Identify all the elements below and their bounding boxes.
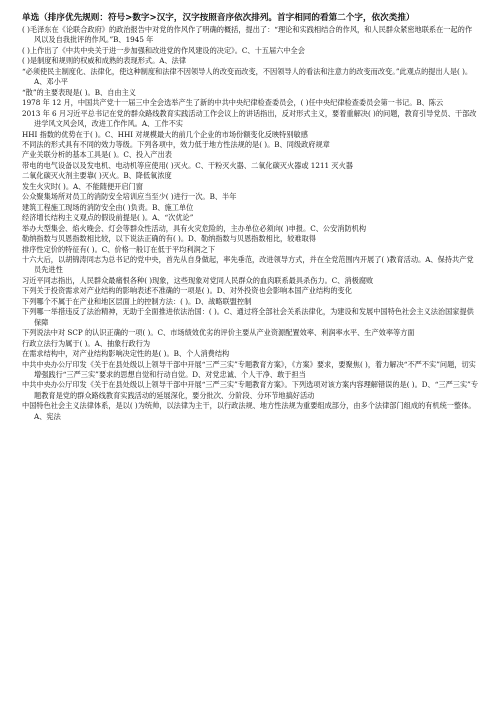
question-item: 举办大型集会、焰火晚会、灯会等群众性活动，具有火灾危险的，主办单位必须向( )申报。C、公安消防机构 — [22, 223, 367, 233]
question-item: 公众聚集场所对员工的消防安全培训应当至少( )进行一次。B、半年 — [22, 192, 237, 202]
question-item: 十六大后，以胡锦涛同志为总书记的党中央，首先从自身做起，率先垂范，改进领导方式，并在全党范围内开展了( )教育活动。A、保持共产党员先进性 — [22, 254, 474, 275]
question-item: 二氧化碳灭火剂主要靠( )灭火。B、降低氧浓度 — [22, 171, 172, 181]
question-item: 2013 年 6 月习近平总书记在党的群众路线教育实践活动工作会议上的讲话指出，反对形式主义，要着重解决( )的问题，教育引导党员、干部改进学风文风会风，改进工作作风。A、工作不实 — [22, 108, 477, 129]
question-list — [22, 25, 478, 422]
question-item: 中国特色社会主义法律体系，是以( )为统帅，以法律为主干，以行政法规、地方性法规为重要组成部分，由多个法律部门组成的有机统一整体。A、宪法 — [22, 401, 476, 421]
question-item: 行政立法行为属于( )。A、抽象行政行为 — [22, 338, 151, 348]
question-item: 经济增长结构主义观点的假设前提是( )。A、“次优论” — [22, 213, 194, 223]
question-item: 排序性定价的特征有( )。C、价格一般订在低于平均利润之下 — [22, 244, 216, 254]
question-item: 下列关于投资需求对产业结构的影响表述不准确的一项是( )。D、对外投资也会影响本国产业结构的变化 — [22, 286, 352, 296]
question-item: 1978 年 12 月，中国共产党十一届三中全会选举产生了新的中共中央纪律检查委员会，( )任中央纪律检查委员会第一书记。B、陈云 — [22, 98, 444, 108]
question-item: ( )毛泽东在《论联合政府》的政治报告中对党的作风作了明确的概括，提出了：“理论和实践相结合的作风，和人民群众紧密地联系在一起的作风以及自我批评的作风。”B、1945 年 — [22, 25, 473, 45]
question-item: ( )是制度和规则的权威和成熟的表现形式。A、法律 — [22, 56, 187, 66]
question-item: 产业关联分析的基本工具是( )。C、投入产出表 — [22, 150, 172, 160]
question-item: 习近平同志指出，人民群众最痛恨各种( )现象，这些现象对党同人民群众的血肉联系最具杀伤力。C、消极腐败 — [22, 275, 374, 285]
question-item: 中共中央办公厅印发《关于在县处级以上领导干部中开展“三严三实”专题教育方案》，《方案》要求，要聚焦( )，着力解决“不严不实”问题，切实增强践行“三严三实”要求的思想自觉和行动自觉。D、对党忠诚、个人干净、敢于担当 — [22, 359, 476, 379]
question-item: 下列说法中对 SCP 的认识正确的一项( )。C、市场绩效优劣的评价主要从产业资源配置效率、利润率水平、生产效率等方面 — [22, 328, 415, 338]
question-item: “散”的主要表现是( )。B、自由主义 — [22, 87, 136, 97]
question-item: 不同法的形式具有不同的效力等级。下列各项中，效力低于地方性法规的是( )。B、同级政府规章 — [22, 139, 330, 149]
question-item: “必须使民主制度化、法律化，使这种制度和法律不因领导人的改变而改变，不因领导人的看法和注意力的改变而改变。”此观点的提出人是( )。A、邓小平 — [22, 66, 473, 87]
question-item: 建筑工程施工现场的消防安全由( )负责。B、施工单位 — [22, 202, 194, 212]
question-item: HHI 指数的优势在于( )。C、HHI 对规模最大的前几个企业的市场份额变化反映特别敏感 — [22, 129, 308, 139]
question-item: 下列哪个不属于在产业和地区层面上的控制方法：( )。D、战略联盟控制 — [22, 296, 252, 306]
question-item: ( )上作出了《中共中央关于进一步加强和改进党的作风建设的决定》。C、十五届六中全会 — [22, 45, 305, 55]
question-item: 下列哪一举措违反了法治精神，无助于全面推进依法治国：( )。C、通过将全部社会关系法律化，为建设和发展中国特色社会主义法治国家提供保障 — [22, 307, 474, 327]
question-item: 勒纳指数与贝恩指数相比较，以下说法正确的有( )。D、勒纳指数与贝恩指数相比，较难取得 — [22, 234, 316, 244]
question-item: 发生火灾时( )。A、不能随便开启门窗 — [22, 181, 143, 191]
question-item: 中共中央办公厅印发《关于在县处级以上领导干部中开展“三严三实”专题教育方案》。下列选项对该方案内容理解错误的是( )。D、“三严三实”专题教育是党的群众路线教育实践活动的延展深化，要分批次、分阶段、分环节地搞好活动 — [22, 380, 479, 400]
page-title: 单选（排序优先规则：符号>数字>汉字，汉字按照音序依次排列。首字相同的看第二个字，依次类推） — [22, 13, 415, 23]
question-item: 带电的电气设备以及发电机、电动机等应使用( )灭火。C、干粉灭火器、二氧化碳灭火器或 1211 灭火器 — [22, 160, 353, 170]
question-item: 在需求结构中，对产业结构影响决定性的是( )。B、个人消费结构 — [22, 349, 230, 359]
